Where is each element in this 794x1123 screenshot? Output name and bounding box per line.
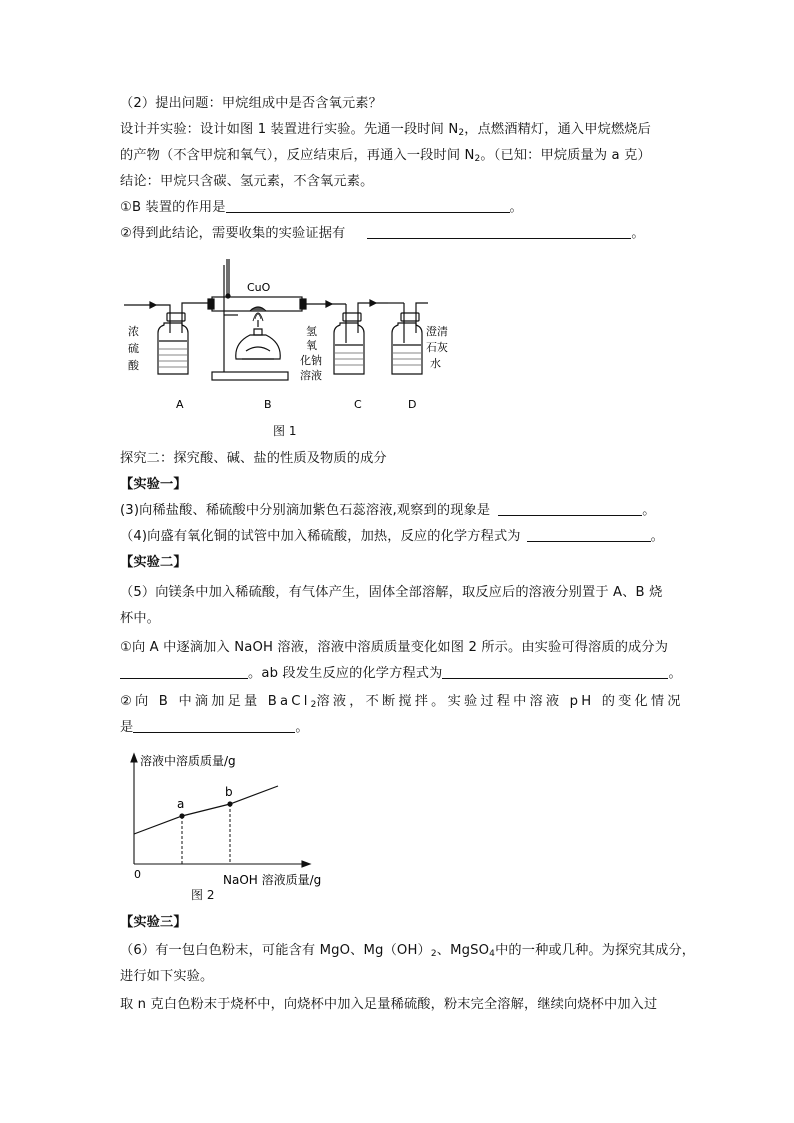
bottle-d-label: 石灰 bbox=[426, 341, 448, 354]
series-line bbox=[134, 786, 278, 834]
q5b-line-1: ②向 B 中滴加足量 BaCl$_2$溶液，不断搅拌。实验过程中溶液 pH 的变化情况 bbox=[120, 694, 684, 710]
q2-item-1: ①B 装置的作用是 。 bbox=[120, 200, 523, 215]
bottle-c-label: 氧 bbox=[306, 339, 317, 352]
y-axis-arrow bbox=[131, 754, 137, 762]
q5b-line-2: 是 。 bbox=[120, 720, 309, 735]
origin-label: 0 bbox=[134, 868, 141, 881]
q2-design-line-2: 的产物（不含甲烷和氧气），反应结束后，再通入一段时间 $N_2$。（已知：甲烷质量为 a 克） bbox=[120, 148, 651, 164]
q2-design-line-1: 设计并实验：设计如图 1 装置进行实验。先通一段时间 $N_2$，点燃酒精灯，通入甲烷燃烧后 bbox=[120, 122, 651, 138]
bottle-c-label: 化钠 bbox=[300, 354, 322, 367]
x-axis-arrow bbox=[302, 861, 310, 867]
apparatus-letter-c: C bbox=[354, 398, 362, 411]
bottle-c-label: 氢 bbox=[306, 325, 317, 338]
q2-item-2: ②得到此结论，需要收集的实验证据有 。 bbox=[120, 226, 645, 241]
y-axis-label: 溶液中溶质质量/g bbox=[140, 754, 236, 768]
q5a-line-1: ①向 A 中逐滴加入 NaOH 溶液，溶液中溶质质量变化如图 2 所示。由实验可得溶质的成分为 bbox=[120, 640, 669, 655]
bottle-d-label: 澄清 bbox=[426, 325, 448, 338]
point-a-marker bbox=[179, 813, 184, 818]
bottle-d-label: 水 bbox=[430, 357, 441, 370]
answer-blank[interactable] bbox=[120, 664, 248, 679]
bottle-a-label: 酸 bbox=[128, 359, 139, 372]
answer-blank[interactable] bbox=[367, 224, 631, 239]
cuo-label: CuO bbox=[247, 281, 271, 294]
q5-line-1: （5）向镁条中加入稀硫酸，有气体产生，固体全部溶解，取反应后的溶液分别置于 A、B 烧 bbox=[120, 585, 663, 600]
apparatus-letter-a: A bbox=[176, 398, 184, 411]
answer-blank[interactable] bbox=[527, 527, 651, 542]
answer-blank[interactable] bbox=[133, 718, 295, 733]
q4-text: （4)向盛有氧化铜的试管中加入稀硫酸，加热，反应的化学方程式为 。 bbox=[120, 529, 664, 544]
figure-1-caption: 图 1 bbox=[273, 424, 297, 438]
experiment-1-header: 【实验一】 bbox=[120, 477, 187, 492]
figure-2-chart bbox=[120, 750, 340, 900]
q6-line-3: 取 n 克白色粉末于烧杯中，向烧杯中加入足量稀硫酸，粉末完全溶解，继续向烧杯中加入过 bbox=[120, 997, 658, 1012]
point-b-label: b bbox=[225, 785, 233, 799]
experiment-3-header: 【实验三】 bbox=[120, 915, 187, 930]
apparatus-letter-b: B bbox=[264, 398, 272, 411]
q2-conclusion: 结论：甲烷只含碳、氢元素，不含氧元素。 bbox=[120, 174, 374, 189]
figure-2-caption: 图 2 bbox=[191, 888, 215, 902]
q5a-line-2: 。ab 段发生反应的化学方程式为 。 bbox=[120, 664, 682, 684]
answer-blank[interactable] bbox=[442, 664, 668, 679]
point-a-label: a bbox=[177, 797, 185, 811]
x-axis-label: NaOH 溶液质量/g bbox=[223, 873, 322, 887]
answer-blank[interactable] bbox=[498, 501, 642, 516]
answer-blank[interactable] bbox=[226, 198, 510, 213]
q6-line-2: 进行如下实验。 bbox=[120, 969, 214, 984]
bottle-a-label: 硫 bbox=[128, 342, 139, 355]
part2-title: 探究二：探究酸、碱、盐的性质及物质的成分 bbox=[120, 451, 387, 466]
point-b-marker bbox=[227, 801, 232, 806]
bottle-a-label: 浓 bbox=[128, 325, 139, 338]
apparatus-letter-d: D bbox=[408, 398, 417, 411]
q5-line-2: 杯中。 bbox=[120, 611, 161, 626]
experiment-2-header: 【实验二】 bbox=[120, 555, 187, 570]
q3-text: (3)向稀盐酸、稀硫酸中分别滴加紫色石蕊溶液,观察到的现象是 。 bbox=[120, 503, 656, 518]
figure-1-apparatus bbox=[120, 255, 450, 415]
q2-title: （2）提出问题：甲烷组成中是否含氧元素？ bbox=[120, 96, 382, 111]
q6-line-1: （6）有一包白色粉末，可能含有 MgO、$Mg(OH)_2$、MgSO$_4$中的一种或几种。为探究其成分， bbox=[120, 943, 696, 959]
bottle-c-label: 溶液 bbox=[300, 369, 322, 382]
